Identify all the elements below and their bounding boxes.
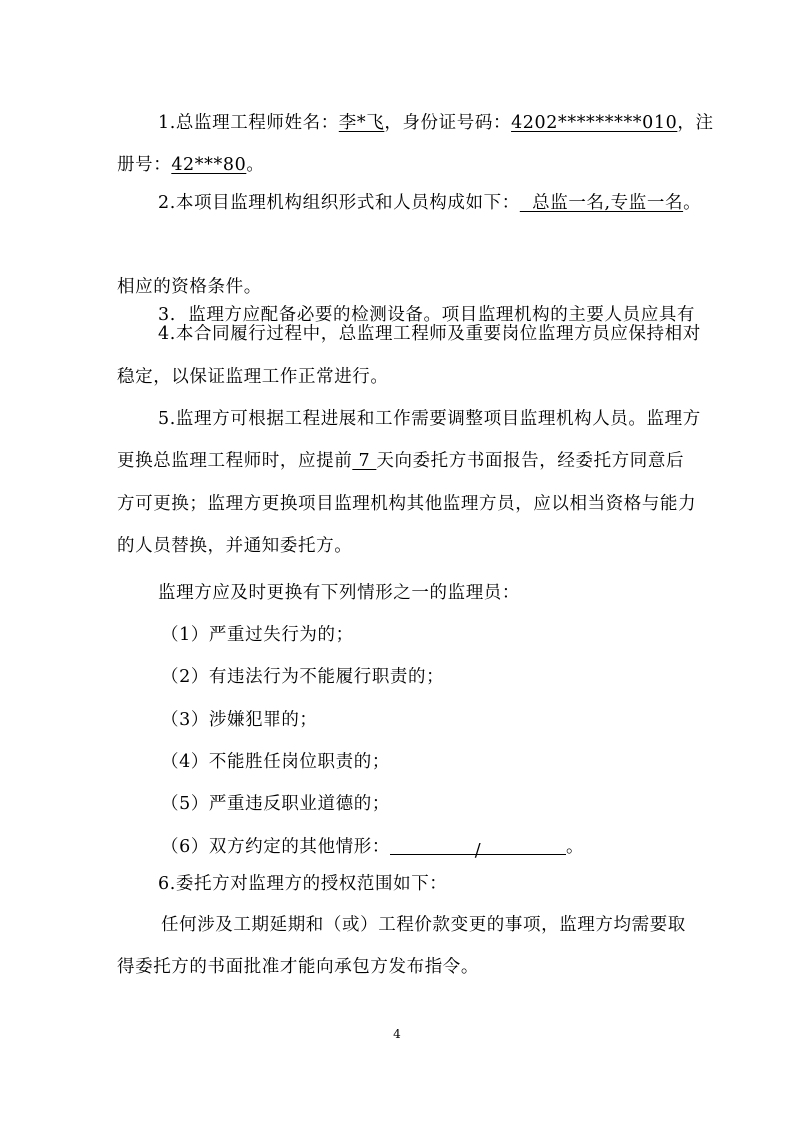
paragraph-5 xyxy=(117,402,758,437)
paragraph-2 xyxy=(117,186,758,221)
label-chief-engineer-name: 1.总监理工程师姓名： xyxy=(158,113,339,133)
paragraph-5-line-3: 方可更换；监理方更换项目监理机构其他监理方员，应以相当资格与能力 xyxy=(117,494,697,514)
paragraph-1-line-2-suffix: 。 xyxy=(246,155,265,175)
paragraph-2-line-1 xyxy=(158,186,758,221)
label-organization-form: 2.本项目监理机构组织形式和人员构成如下： xyxy=(158,193,520,213)
label-notice-days: 更换总监理工程师时，应提前 xyxy=(117,451,353,471)
list-item-3: （3）涉嫌犯罪的； xyxy=(161,710,318,730)
paragraph-4-cont xyxy=(117,360,717,395)
list-item-2: （2）有违法行为不能履行职责的； xyxy=(161,667,445,687)
paragraph-5-line-4: 的人员替换，并通知委托方。 xyxy=(117,536,353,556)
list-item-6-suffix: 。 xyxy=(565,837,585,857)
paragraph-5-cont-2 xyxy=(117,487,717,522)
other-circumstances-value: / xyxy=(390,834,566,855)
paragraph-1-line-1 xyxy=(158,106,758,141)
label-id-number: ，身份证号码： xyxy=(384,113,512,133)
registration-number: 42***80 xyxy=(171,155,247,175)
paragraph-6-text: 6.委托方对监理方的授权范围如下： xyxy=(158,874,448,894)
paragraph-7 xyxy=(117,908,761,943)
paragraph-7-line-2: 得委托方的书面批准才能向承包方发布指令。 xyxy=(117,957,479,977)
paragraph-7-cont xyxy=(117,950,717,985)
paragraph-4-line-1: 4.本合同履行过程中，总监理工程师及重要岗位监理方员应保持相对 xyxy=(158,324,701,344)
paragraph-3-line-2: 相应的资格条件。 xyxy=(117,277,262,297)
paragraph-5-line-1: 5.监理方可根据工程进展和工作需要调整项目监理机构人员。监理方 xyxy=(158,409,701,429)
id-number: 4202*********010 xyxy=(511,113,678,133)
page-number: 4 xyxy=(393,1027,401,1041)
list-item xyxy=(117,618,761,653)
list-item xyxy=(117,745,761,780)
paragraph-5-cont-3 xyxy=(117,529,717,564)
organization-form-value: 总监一名,专监一名 xyxy=(519,193,684,213)
paragraph-6 xyxy=(117,867,758,902)
label-other-circumstances: （6）双方约定的其他情形： xyxy=(161,837,390,857)
paragraph-1-line-2 xyxy=(117,148,717,183)
replacement-intro-text: 监理方应及时更换有下列情形之一的监理员： xyxy=(158,583,520,603)
chief-engineer-name: 李*飞 xyxy=(338,113,385,133)
paragraph-1 xyxy=(117,106,758,141)
list-item-5: （5）严重违反职业道德的； xyxy=(161,794,390,814)
paragraph-1-cont xyxy=(117,148,717,183)
paragraph-3-cont xyxy=(117,270,717,305)
paragraph-5-cont-1 xyxy=(117,444,717,479)
paragraph-4-line-2: 稳定，以保证监理工作正常进行。 xyxy=(117,367,389,387)
paragraph-3-line-1: 3. 监理方应配备必要的检测设备。项目监理机构的主要人员应具有 xyxy=(158,305,696,325)
list-item-6 xyxy=(161,830,761,865)
list-item-1: （1）严重过失行为的； xyxy=(161,625,354,645)
list-item xyxy=(117,787,761,822)
paragraph-2-suffix: 。 xyxy=(683,193,702,213)
replacement-intro xyxy=(117,576,758,611)
paragraph-5-line-2 xyxy=(117,444,717,479)
list-item xyxy=(117,660,761,695)
list-item-4: （4）不能胜任岗位职责的； xyxy=(161,752,390,772)
paragraph-7-line-1: 任何涉及工期延期和（或）工程价款变更的事项，监理方均需要取 xyxy=(161,915,686,935)
list-item xyxy=(117,830,761,865)
paragraph-4 xyxy=(117,317,758,352)
label-registration-number: 册号： xyxy=(117,155,172,175)
paragraph-5-line-2-suffix: 天向委托方书面报告，经委托方同意后 xyxy=(376,451,685,471)
notice-days-value: 7 xyxy=(352,451,377,471)
paragraph-1-line-1-suffix: ，注 xyxy=(677,113,714,133)
list-item xyxy=(117,703,761,738)
